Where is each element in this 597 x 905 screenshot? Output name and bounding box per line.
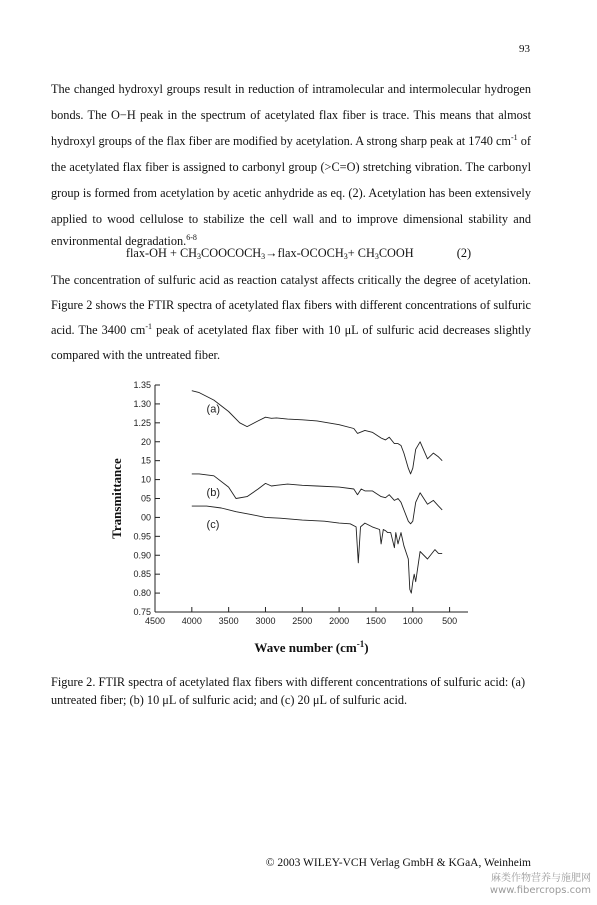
ftir-chart xyxy=(0,370,597,670)
text-line: applied to wood cellulose to stabilize the cell wall and to improve dimensional stability and xyxy=(51,212,531,226)
x-tick-label: 4000 xyxy=(181,616,202,626)
y-tick-label: 1.25 xyxy=(133,417,151,428)
series-label: (c) xyxy=(206,519,220,532)
x-tick-label: 1500 xyxy=(365,616,386,626)
text-line: the acetylated flax fiber is assigned to carbonyl group (>C=O) stretching vibration. The carbonyl xyxy=(51,160,531,174)
series-label: (a) xyxy=(206,403,221,416)
spectrum-line-1 xyxy=(192,391,442,474)
caption-line: untreated fiber; (b) 10 μL of sulfuric acid; and (c) 20 μL of sulfuric acid. xyxy=(51,693,408,707)
caption-line: Figure 2. FTIR spectra of acetylated flax fibers with different concentrations of sulfuric acid: (a) xyxy=(51,675,526,689)
page-number: 93 xyxy=(519,43,530,55)
text-line: bonds. The O−H peak in the spectrum of acetylated flax fiber is trace. This means that almost xyxy=(51,108,531,122)
y-tick-label: 15 xyxy=(140,455,151,466)
x-tick-label: 3500 xyxy=(218,616,239,626)
spectrum-line-3 xyxy=(192,506,442,593)
citation-superscript: 6-8 xyxy=(186,233,197,242)
y-tick-label: 0.85 xyxy=(133,569,151,580)
ftir-figure xyxy=(0,370,597,670)
body-paragraph-2 xyxy=(51,268,531,368)
y-tick-label: 1.35 xyxy=(133,380,151,390)
text-line: hydroxyl groups of the flax fiber are modified by acetylation. A strong sharp peak at 1740 $cm^{-1}$ of xyxy=(51,133,531,148)
text-line: The changed hydroxyl groups result in reduction of intramolecular and intermolecular hydrogen xyxy=(51,82,531,96)
y-axis-label: Transmittance xyxy=(109,458,124,539)
spectrum-line-2 xyxy=(192,474,442,524)
y-tick-label: 0.80 xyxy=(133,588,151,599)
text-line: Figure 2 shows the FTIR spectra of acetylated flax fibers with different concentrations of sulfuric xyxy=(51,298,531,312)
y-tick-label: 20 xyxy=(140,436,151,447)
equation-expression: flax-OH + $CH_3COOCOCH_3\to flax-OCOCH_3+$ $CH_3COOH$ xyxy=(125,246,414,261)
x-tick-label: 500 xyxy=(442,616,458,626)
text-line: acid. The 3400 $cm^{-1}$ peak of acetylated flax fiber with 10 μL of sulfuric acid decreases slightly xyxy=(51,322,531,337)
series-label: (b) xyxy=(206,486,221,499)
y-tick-label: 05 xyxy=(140,493,151,504)
body-paragraph-1 xyxy=(51,76,531,250)
text-line: environmental degradation.$^{6-8}$ xyxy=(51,233,197,248)
figure-caption xyxy=(51,673,541,709)
text-line: compared with the untreated fiber. xyxy=(51,348,221,362)
y-tick-label: 10 xyxy=(140,474,151,485)
equation-number: (2) xyxy=(456,246,472,260)
watermark: 麻类作物营养与施肥网 www.fibercrops.com xyxy=(489,873,591,896)
x-tick-label: 2500 xyxy=(292,616,313,626)
y-tick-label: 1.30 xyxy=(133,398,151,409)
y-tick-label: 0.95 xyxy=(133,531,151,542)
x-tick-label: 1000 xyxy=(402,616,423,626)
y-tick-label: 0.75 xyxy=(133,607,151,617)
x-axis-label: Wave number $(cm^{-1})$ xyxy=(254,639,369,655)
copyright-footer: © 2003 WILEY-VCH Verlag GmbH & KGaA, Weinheim xyxy=(265,857,531,869)
x-tick-label: 2000 xyxy=(329,616,350,626)
chemical-equation xyxy=(0,246,597,261)
x-tick-label: 4500 xyxy=(144,616,166,626)
text-line: The concentration of sulfuric acid as reaction catalyst affects critically the degree of acetylation. xyxy=(51,273,531,287)
y-tick-label: 0.90 xyxy=(133,550,151,561)
x-tick-label: 3000 xyxy=(255,616,276,626)
y-tick-label: 00 xyxy=(140,512,151,523)
text-line: group is formed from acetylation by acetic anhydride as eq. (2). Acetylation has been extensively xyxy=(51,186,531,200)
